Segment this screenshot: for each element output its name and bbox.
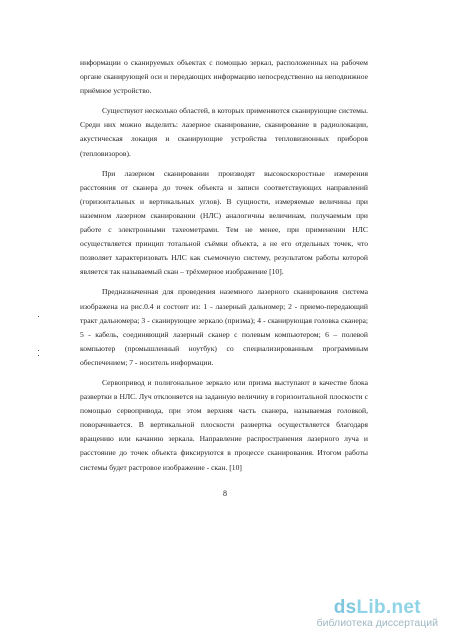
watermark-logo-prefix: ds (333, 597, 357, 618)
margin-mark (38, 350, 39, 351)
document-body (80, 56, 368, 475)
paragraph-4: Предназначенная для проведения наземного лазерного сканирования система изображена на рис.0.4 и состоит из: 1 - лазерный дальномер; 2 - приемо-передающий тракт дальномера; 3 - сканирующее зеркало (призма); 4 - сканирующая головка сканера; 5 - кабель, соединяющий лазерный сканер с полевым компьютером; 6 – полевой компьютер (промышленный ноутбук) со специализированным программным обеспечением; 7 - носитель информации. (80, 287, 368, 367)
watermark-subtitle: библиотека диссертаций (316, 617, 438, 629)
margin-mark (38, 355, 39, 356)
dslib-watermark (317, 597, 438, 629)
page-number: 8 (223, 489, 227, 498)
margin-mark (38, 316, 39, 317)
watermark-logo-rest: Lib.net (356, 597, 421, 618)
paragraph-1: информации о сканируемых объектах с помощью зеркал, расположенных на рабочем органе сканирующей оси и передающих информацию непосредственно на неподвижное приёмное устройство. (80, 58, 368, 96)
watermark-logo (317, 597, 438, 619)
paragraph-5: Сервопривод и полигональное зеркало или призма выступают в качестве блока развертки в НЛС. Луч отклоняется на заданную величину в горизонтальной плоскости с помощью сервопривода, при этом верхняя часть сканера, называемая головкой, поворачивается. В вертикальной плоскости развертка осуществляется благодаря вращению или качанию зеркала. Направление распространения лазерного луча и расстояние до точек объекта фиксируются в процессе сканирования. Итогом работы системы будет растровое изображение - скан. [10] (80, 377, 368, 472)
paragraph-3: При лазерном сканировании производят высокоскоростные измерения расстояния от сканера до точек объекта и записи соответствующих направлений (горизонтальных и вертикальных углов). В сущности, измеряемые величины при наземном лазерном сканировании (НЛС) аналогичны величинам, получаемым при работе с электронными тахеометрами. Тем не менее, при применении НЛС осуществляется принцип тотальной съёмки объекта, а не его отдельных точек, что позволяет характеризовать НЛС как съемочную систему, результатом работы которой является так называемый скан – трёхмерное изображение [10]. (80, 168, 368, 277)
paragraph-2: Существуют несколько областей, в которых применяются сканирующие системы. Среди них можно выделить: лазерное сканирование, сканирование в радиолокации, акустическая локация и сканирующие устройства тепловизионных приборов (тепловизоров). (80, 106, 368, 158)
